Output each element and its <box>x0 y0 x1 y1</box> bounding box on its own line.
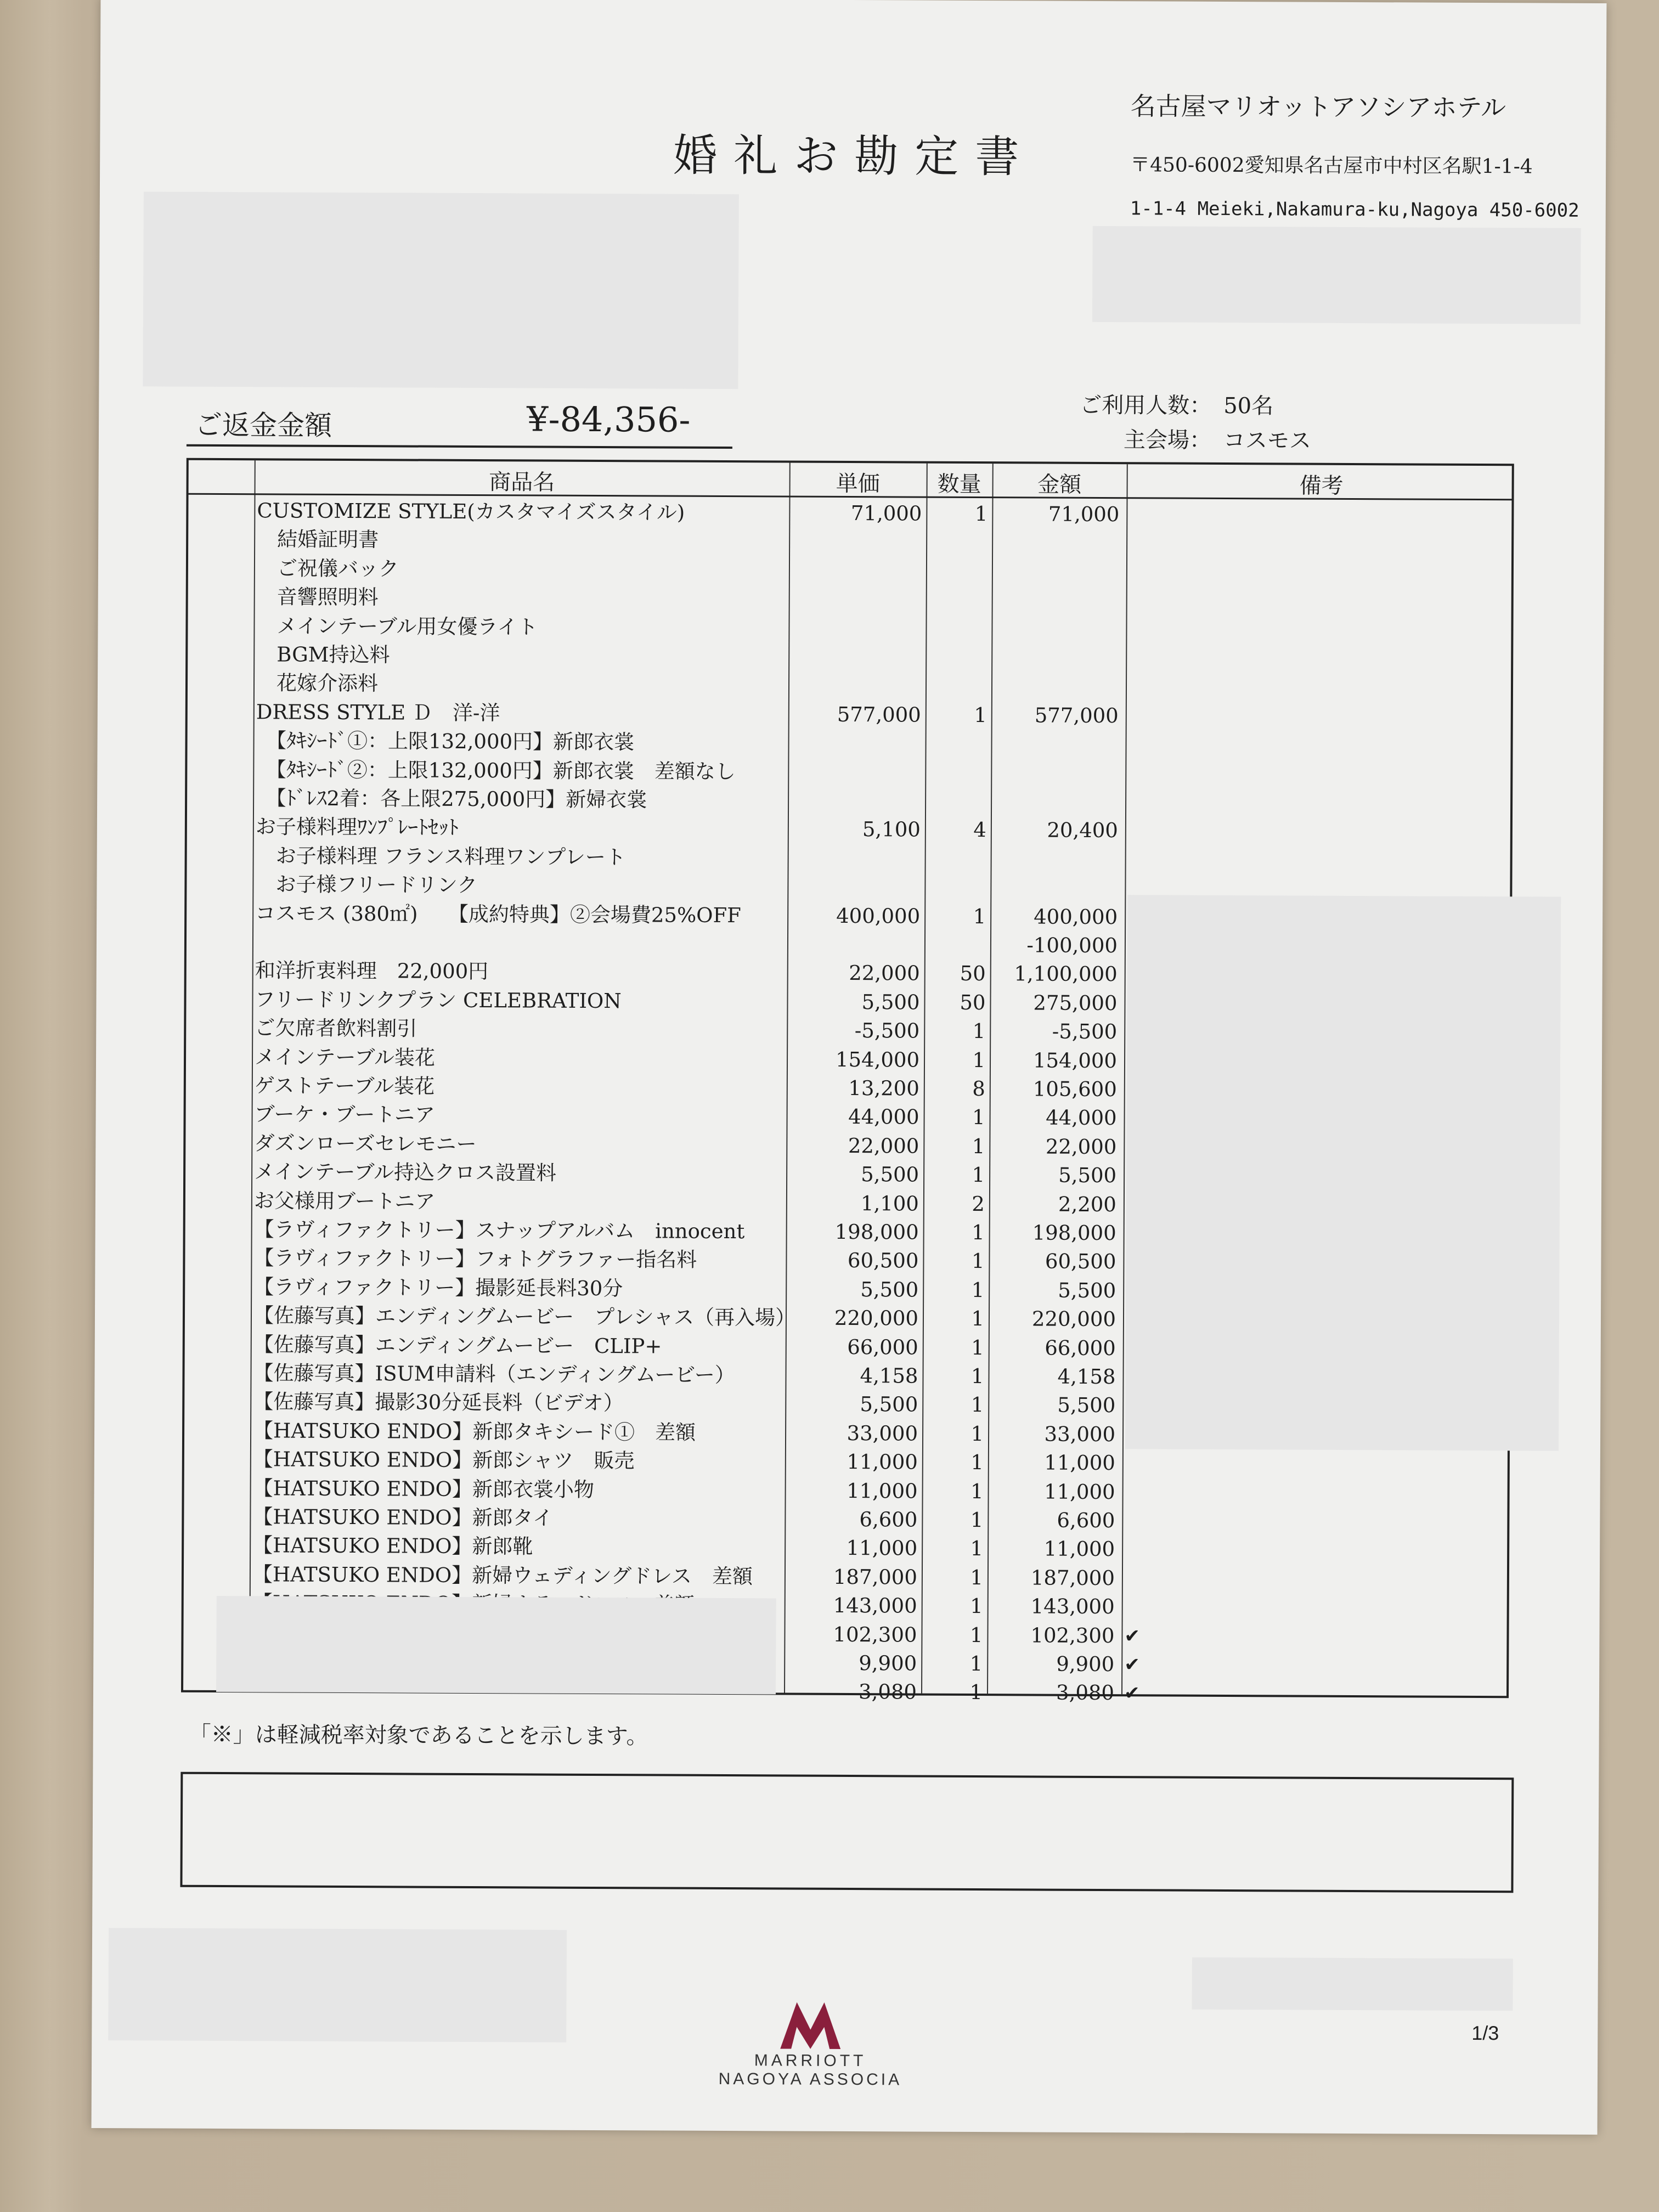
unit-price: 5,500 <box>861 1163 919 1187</box>
item-name: 【ラヴィファクトリー】スナップアルバム innocent <box>253 1217 745 1244</box>
amount: 187,000 <box>1030 1566 1115 1590</box>
amount: 6,600 <box>1057 1508 1115 1533</box>
quantity: 1 <box>970 1508 984 1532</box>
quantity: 1 <box>972 1163 985 1187</box>
item-name: CUSTOMIZE STYLE(カスタマイズスタイル) <box>257 499 685 524</box>
marriott-m-icon <box>775 1996 846 2052</box>
quantity: 1 <box>972 1134 985 1158</box>
quantity: 1 <box>974 703 987 727</box>
unit-price: 220,000 <box>834 1306 919 1330</box>
refund-label: ご返金金額 <box>194 409 332 442</box>
item-name: お子様料理 フランス料理ワンプレート <box>255 844 626 870</box>
unit-price: 143,000 <box>833 1594 917 1618</box>
amount: 3,080 <box>1056 1681 1115 1705</box>
header-qty: 数量 <box>937 471 981 498</box>
quantity: 1 <box>970 1479 984 1503</box>
unit-price: 11,000 <box>847 1450 918 1474</box>
redacted-remarks <box>1125 895 1561 1451</box>
item-name: お父様用ブートニア <box>253 1188 436 1214</box>
unit-price: 71,000 <box>850 501 922 526</box>
item-name: メインテーブル装花 <box>254 1045 436 1070</box>
redacted-footer-right <box>1192 1957 1513 2011</box>
item-name: ご祝儀バック <box>256 556 399 581</box>
amount: -100,000 <box>1026 933 1118 958</box>
item-name: 【HATSUKO ENDO】新郎衣裳小物 <box>252 1476 595 1502</box>
amount: 5,500 <box>1057 1393 1116 1418</box>
amount: 198,000 <box>1032 1221 1116 1245</box>
quantity: 1 <box>974 501 988 526</box>
item-name: お子様フリードリンク <box>255 872 478 898</box>
quantity: 4 <box>973 818 986 842</box>
item-name: メインテーブル持込クロス設置料 <box>254 1160 557 1185</box>
unit-price: 11,000 <box>846 1536 918 1560</box>
hotel-address-jp: 〒450-6002愛知県名古屋市中村区名駅1-1-4 <box>1130 154 1533 178</box>
quantity: 1 <box>970 1451 984 1475</box>
tax-note: 「※」は軽減税率対象であることを示します。 <box>189 1722 648 1750</box>
quantity: 1 <box>972 1220 985 1245</box>
refund-amount: ¥-84,356- <box>526 399 691 440</box>
hotel-name: 名古屋マリオットアソシアホテル <box>1130 91 1506 123</box>
quantity: 1 <box>971 1249 985 1273</box>
redacted-recipient-block <box>143 191 739 389</box>
item-name: フリードリンクプラン CELEBRATION <box>255 988 622 1013</box>
logo-text-nagoya-associa: NAGOYA ASSOCIA <box>718 2069 902 2089</box>
unit-price: 154,000 <box>835 1047 920 1072</box>
quantity: 1 <box>970 1565 984 1589</box>
amount: 2,200 <box>1058 1192 1116 1216</box>
venue-value: コスモス <box>1223 427 1312 454</box>
item-name: 【佐藤写真】エンディングムービー プレシャス（再入場） <box>253 1304 796 1330</box>
item-name: 【ラヴィファクトリー】撮影延長料30分 <box>253 1275 623 1301</box>
unit-price: 6,600 <box>859 1508 918 1532</box>
unit-price: 11,000 <box>847 1479 918 1503</box>
quantity: 1 <box>972 1019 986 1043</box>
item-name: ゲストテーブル装花 <box>254 1074 435 1098</box>
item-name: お子様料理ﾜﾝﾌﾟﾚｰﾄｾｯﾄ <box>255 815 459 840</box>
amount: 11,000 <box>1044 1480 1115 1504</box>
item-name: 【HATSUKO ENDO】新婦ウェディングドレス 差額 <box>252 1562 753 1589</box>
unit-price: 102,300 <box>833 1622 917 1647</box>
unit-price: 5,500 <box>860 1392 918 1417</box>
unit-price: 22,000 <box>849 961 920 985</box>
guests-value: 50名 <box>1223 393 1274 419</box>
item-name: 【佐藤写真】撮影30分延長料（ビデオ） <box>253 1390 624 1415</box>
unit-price: 400,000 <box>836 904 921 928</box>
hotel-address-en: 1-1-4 Meieki,Nakamura-ku,Nagoya 450-6002 <box>1130 198 1579 222</box>
quantity: 1 <box>969 1623 983 1647</box>
unit-price: 5,500 <box>860 1277 919 1302</box>
redacted-footer-left <box>108 1928 567 2042</box>
amount: 154,000 <box>1032 1048 1118 1073</box>
amount: 400,000 <box>1034 905 1118 929</box>
amount: 20,400 <box>1047 818 1118 843</box>
redacted-item-names <box>216 1596 776 1694</box>
amount: 66,000 <box>1045 1336 1116 1360</box>
header-name: 商品名 <box>489 470 555 495</box>
unit-price: 5,100 <box>862 817 921 842</box>
item-name: BGM持込料 <box>256 642 390 667</box>
unit-price: 5,500 <box>861 990 920 1014</box>
amount: 220,000 <box>1031 1307 1116 1331</box>
amount: 5,500 <box>1058 1278 1116 1302</box>
unit-price: 60,500 <box>847 1249 919 1273</box>
quantity: 50 <box>960 962 986 986</box>
invoice-table <box>181 458 1514 1705</box>
unit-price: 4,158 <box>860 1364 918 1388</box>
quantity: 1 <box>971 1335 984 1359</box>
amount: 71,000 <box>1048 502 1120 527</box>
amount: 5,500 <box>1058 1163 1117 1188</box>
item-name: 【ラヴィファクトリー】フォトグラファー指名料 <box>253 1246 697 1272</box>
amount: -5,500 <box>1052 1019 1118 1044</box>
unit-price: 13,200 <box>848 1076 919 1101</box>
amount: 4,158 <box>1057 1364 1116 1389</box>
unit-price: 22,000 <box>848 1133 919 1158</box>
refund-underline <box>187 444 732 449</box>
item-name: 【佐藤写真】エンディングムービー CLIP+ <box>253 1332 662 1358</box>
amount: 1,100,000 <box>1014 962 1118 986</box>
logo-text-marriott: MARRIOTT <box>754 2051 867 2070</box>
amount: 143,000 <box>1030 1594 1115 1619</box>
item-name: 【ﾀｷｼｰﾄﾞ②：上限132,000円】新郎衣裳 差額なし <box>256 757 736 783</box>
document-title: 婚礼お勘定書 <box>673 129 1036 183</box>
amount: 44,000 <box>1046 1105 1117 1130</box>
quantity: 1 <box>970 1421 984 1446</box>
amount: 9,900 <box>1056 1652 1115 1677</box>
quantity: 8 <box>972 1076 985 1101</box>
item-name: ご欠席者飲料割引 <box>255 1016 417 1041</box>
page-number: 1/3 <box>1471 2021 1499 2045</box>
amount: 105,600 <box>1032 1077 1117 1102</box>
quantity: 1 <box>971 1278 985 1302</box>
unit-price: 3,080 <box>858 1680 917 1704</box>
quantity: 1 <box>973 904 986 928</box>
quantity: 1 <box>969 1680 983 1705</box>
header-price: 単価 <box>836 471 880 497</box>
item-name: 【佐藤写真】ISUM申請料（エンディングムービー） <box>253 1361 735 1387</box>
quantity: 1 <box>970 1364 984 1389</box>
unit-price: 187,000 <box>833 1565 918 1589</box>
reduced-tax-mark: ✔ <box>1124 1682 1140 1705</box>
item-name: 【ﾄﾞﾚｽ2着：各上限275,000円】新婦衣裳 <box>256 786 647 812</box>
item-name: 【HATSUKO ENDO】新郎靴 <box>252 1533 533 1559</box>
unit-price: 1,100 <box>860 1191 919 1216</box>
quantity: 1 <box>972 1105 985 1130</box>
item-name: メインテーブル用女優ライト <box>256 613 538 639</box>
item-name: ブーケ・ブートニア <box>254 1102 436 1127</box>
header-remarks: 備考 <box>1299 473 1344 499</box>
item-name: 結婚証明書 <box>257 527 379 552</box>
item-name: 【HATSUKO ENDO】新郎タキシード① 差額 <box>252 1419 696 1444</box>
marriott-logo <box>712 1996 910 2090</box>
amount: 22,000 <box>1045 1135 1117 1159</box>
quantity: 1 <box>970 1393 984 1417</box>
item-name: ダズンローズセレモニー <box>254 1131 477 1156</box>
quantity: 50 <box>960 990 986 1014</box>
reduced-tax-mark: ✔ <box>1124 1624 1141 1647</box>
item-name: 【ﾀｷｼｰﾄﾞ①：上限132,000円】新郎衣裳 <box>256 729 635 754</box>
item-name: 音響照明料 <box>256 585 379 610</box>
item-name: 【HATSUKO ENDO】新郎シャツ 販売 <box>252 1447 635 1473</box>
venue-label: 主会場： <box>1123 427 1212 453</box>
redacted-issuer-block <box>1092 226 1581 324</box>
amount: 102,300 <box>1030 1623 1115 1647</box>
item-name: 花嫁介添料 <box>256 671 379 696</box>
quantity: 1 <box>970 1594 983 1618</box>
amount: 60,500 <box>1045 1249 1116 1274</box>
item-name: コスモス (380㎡) 【成約特典】②会場費25%OFF <box>255 901 741 927</box>
item-name: 和洋折衷料理 22,000円 <box>255 958 489 984</box>
quantity: 1 <box>972 1048 986 1072</box>
item-name: 【HATSUKO ENDO】新郎タイ <box>252 1505 554 1530</box>
unit-price: 44,000 <box>848 1105 919 1129</box>
quantity: 1 <box>971 1307 985 1331</box>
unit-price: 577,000 <box>837 702 921 727</box>
quantity: 1 <box>969 1651 983 1676</box>
quantity: 2 <box>972 1192 985 1216</box>
amount: 577,000 <box>1034 703 1119 727</box>
guests-label: ご利用人数： <box>1080 392 1212 419</box>
unit-price: 9,900 <box>859 1651 917 1675</box>
amount: 275,000 <box>1033 991 1118 1015</box>
remarks-box <box>180 1772 1514 1893</box>
unit-price: 198,000 <box>834 1220 919 1244</box>
amount: 33,000 <box>1044 1422 1116 1446</box>
item-name: DRESS STYLE Ｄ 洋-洋 <box>256 700 500 725</box>
reduced-tax-mark: ✔ <box>1124 1654 1140 1676</box>
invoice-paper <box>92 0 1607 2135</box>
amount: 11,000 <box>1043 1537 1115 1561</box>
quantity: 1 <box>970 1537 984 1561</box>
unit-price: -5,500 <box>854 1019 920 1043</box>
amount: 11,000 <box>1044 1451 1115 1475</box>
unit-price: 33,000 <box>847 1421 918 1446</box>
header-amount: 金額 <box>1037 472 1082 498</box>
unit-price: 66,000 <box>847 1335 918 1359</box>
